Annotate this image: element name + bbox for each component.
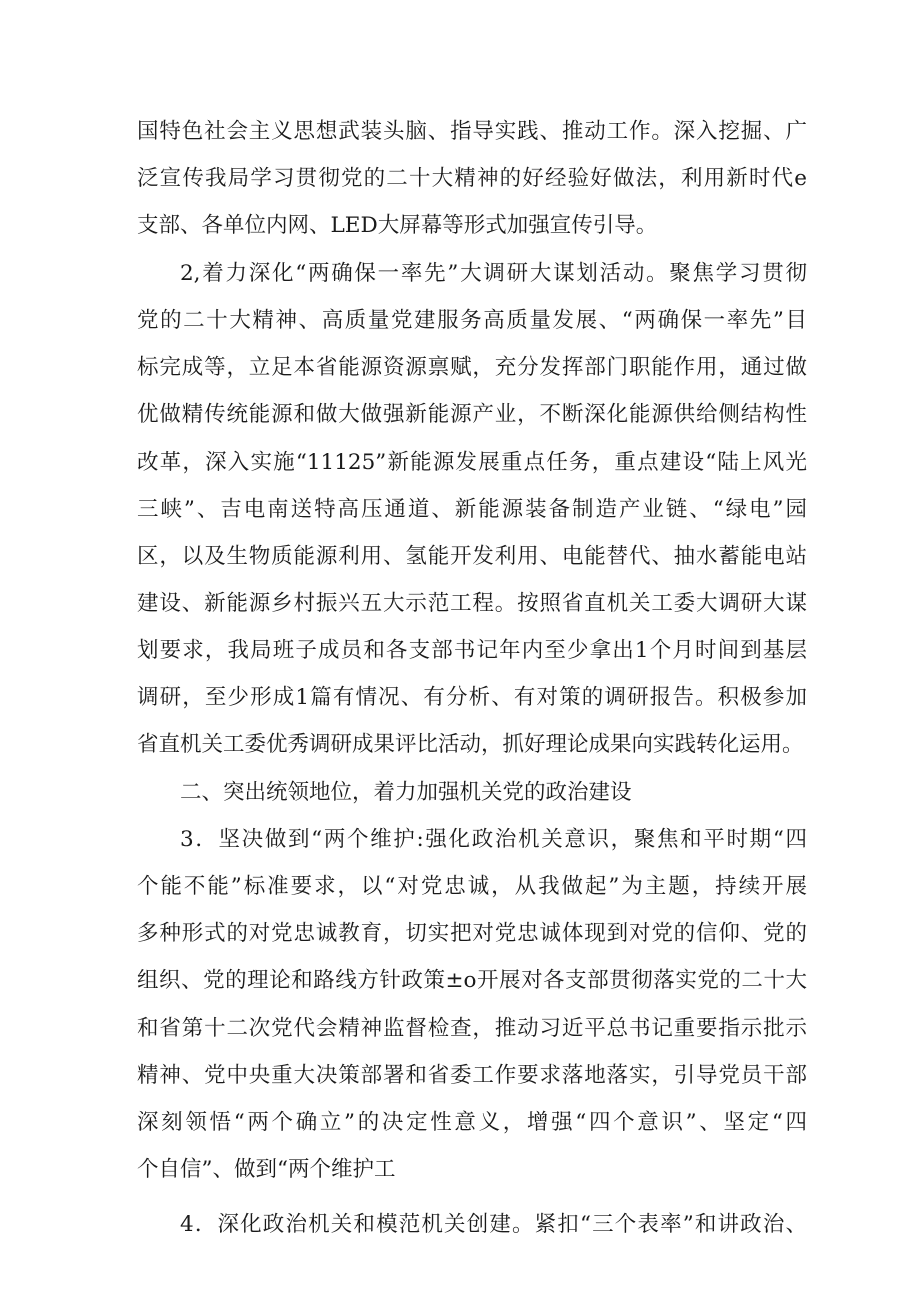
text-line: 划要求，我局班子成员和各支部书记年内至少拿出1个月时间到基层	[137, 638, 807, 663]
text-line: 优做精传统能源和做大做强新能源产业，不断深化能源供给侧结构性	[137, 402, 807, 427]
text-line: 个自信”、做到“两个维护工	[137, 1157, 396, 1182]
text-line: 深刻领悟“两个确立”的决定性意义，增强“四个意识”、坚定“四	[137, 1110, 807, 1135]
section-heading: 二、突出统领地位，着力加强机关党的政治建设	[180, 780, 632, 805]
text-line: 4．深化政治机关和模范机关创建。紧扣“三个表率”和讲政治、	[180, 1212, 807, 1237]
text-line: 建设、新能源乡村振兴五大示范工程。按照省直机关工委大调研大谋	[137, 591, 807, 616]
text-line: 组织、党的理论和路线方针政策±o开展对各支部贯彻落实党的二十大	[137, 968, 807, 993]
text-line: 三峡”、吉电南送特高压通道、新能源装备制造产业链、“绿电”园	[137, 497, 807, 522]
text-line: 标完成等，立足本省能源资源禀赋，充分发挥部门职能作用，通过做	[137, 355, 807, 380]
text-line: 多种形式的对党忠诚教育，切实把对党忠诚体现到对党的信仰、党的	[137, 921, 807, 946]
text-line: 省直机关工委优秀调研成果评比活动，抓好理论成果向实践转化运用。	[137, 732, 804, 757]
text-line: 调研，至少形成1篇有情况、有分析、有对策的调研报告。积极参加	[137, 685, 807, 710]
text-line: 区，以及生物质能源利用、氢能开发利用、电能替代、抽水蓄能电站	[137, 544, 807, 569]
text-line: 个能不能”标准要求，以“对党忠诚，从我做起”为主题，持续开展	[137, 874, 807, 899]
text-line: 和省第十二次党代会精神监督检查，推动习近平总书记重要指示批示	[137, 1016, 807, 1041]
text-line: 精神、党中央重大决策部署和省委工作要求落地落实，引导党员干部	[137, 1063, 807, 1088]
text-line: 改革，深入实施“11125”新能源发展重点任务，重点建设“陆上风光	[137, 450, 807, 475]
text-line: 2,着力深化“两确保一率先”大调研大谋划活动。聚焦学习贯彻	[180, 261, 807, 286]
text-line: 国特色社会主义思想武装头脑、指导实践、推动工作。深入挖掘、广	[137, 119, 807, 144]
text-line: 支部、各单位内网、LED大屏幕等形式加强宣传引导。	[137, 213, 658, 238]
text-line: 泛宣传我局学习贯彻党的二十大精神的好经验好做法，利用新时代e	[137, 166, 807, 191]
text-line: 党的二十大精神、高质量党建服务高质量发展、“两确保一率先”目	[137, 308, 807, 333]
text-line: 3．坚决做到“两个维护:强化政治机关意识，聚焦和平时期“四	[180, 827, 807, 852]
